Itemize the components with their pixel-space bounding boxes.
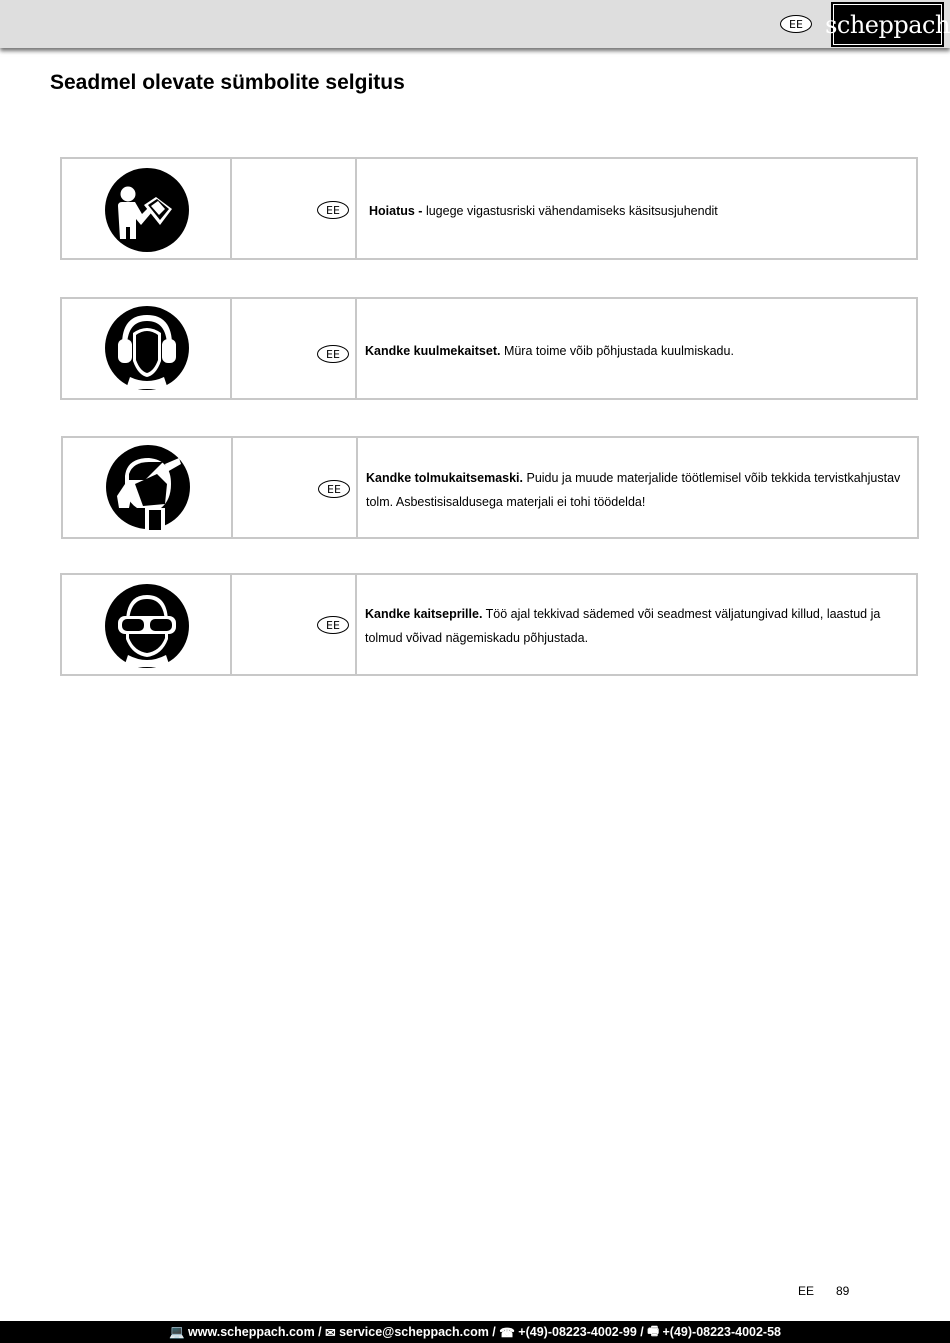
page-title: Seadmel olevate sümbolite selgitus: [50, 71, 405, 94]
language-cell: [232, 159, 357, 258]
description-body: Müra toime võib põhjustada kuulmiskadu.: [500, 344, 734, 358]
description-body: Puidu ja muude materjalide töötlemisel võib tekkida tervistkahjustav tolm. Asbestisisaldusega materjali ei tohi töödelda!: [366, 471, 901, 509]
description-bold: Kandke kaitseprille.: [365, 607, 483, 621]
computer-icon: 💻: [168, 1324, 189, 1339]
page-number: 89: [836, 1284, 850, 1298]
language-badge: EE: [318, 480, 350, 498]
symbol-cell: [62, 299, 232, 398]
ear-protection-icon: [104, 305, 190, 391]
page-header: [0, 0, 950, 48]
safety-goggles-icon: [104, 583, 190, 669]
dust-mask-icon: [105, 444, 191, 530]
language-badge: EE: [317, 345, 349, 363]
phone-icon: ☎: [499, 1325, 519, 1340]
email-icon: ✉: [325, 1325, 340, 1340]
symbol-cell: [63, 438, 233, 537]
symbol-cell: [62, 159, 232, 258]
language-badge: EE: [317, 201, 349, 219]
description-bold: Kandke tolmukaitsemaski.: [366, 471, 524, 485]
symbol-row: [60, 297, 918, 400]
footer-phone: +(49)-08223-4002-99: [518, 1325, 637, 1339]
page-footer: [0, 1321, 950, 1343]
footer-separator: /: [636, 1325, 648, 1339]
language-badge: EE: [317, 616, 349, 634]
read-manual-icon: [104, 167, 190, 253]
description-cell: [357, 299, 916, 398]
description-cell: [357, 159, 916, 258]
footer-fax: +(49)-08223-4002-58: [662, 1325, 781, 1339]
logo-text: scheppach: [825, 10, 950, 39]
description-text: [366, 466, 911, 514]
brand-logo: [825, 2, 950, 47]
footer-separator: /: [488, 1325, 500, 1339]
fax-icon: 🖷: [647, 1323, 663, 1338]
description-text: [369, 199, 910, 223]
description-bold: Hoiatus -: [369, 204, 426, 218]
symbol-cell: [62, 575, 232, 674]
footer-website[interactable]: www.scheppach.com: [188, 1325, 315, 1339]
page-language: EE: [798, 1284, 815, 1298]
symbol-row: [60, 157, 918, 260]
footer-email[interactable]: service@scheppach.com: [339, 1325, 489, 1339]
description-bold: Kandke kuulmekaitset.: [365, 344, 501, 358]
symbol-row: [61, 436, 919, 539]
description-body: Töö ajal tekkivad sädemed või seadmest väljatungivad killud, laastud ja tolmud võivad nägemiskadu põhjustada.: [365, 607, 881, 645]
description-text: [365, 339, 910, 363]
symbol-row: [60, 573, 918, 676]
description-body: lugege vigastusriski vähendamiseks käsitsusjuhendit: [425, 204, 718, 218]
language-cell: [232, 299, 357, 398]
footer-separator: /: [314, 1325, 326, 1339]
description-cell: [358, 438, 917, 537]
language-cell: [232, 575, 357, 674]
language-badge: EE: [780, 15, 812, 33]
language-cell: [233, 438, 358, 537]
description-cell: [357, 575, 916, 674]
description-text: [365, 602, 910, 650]
